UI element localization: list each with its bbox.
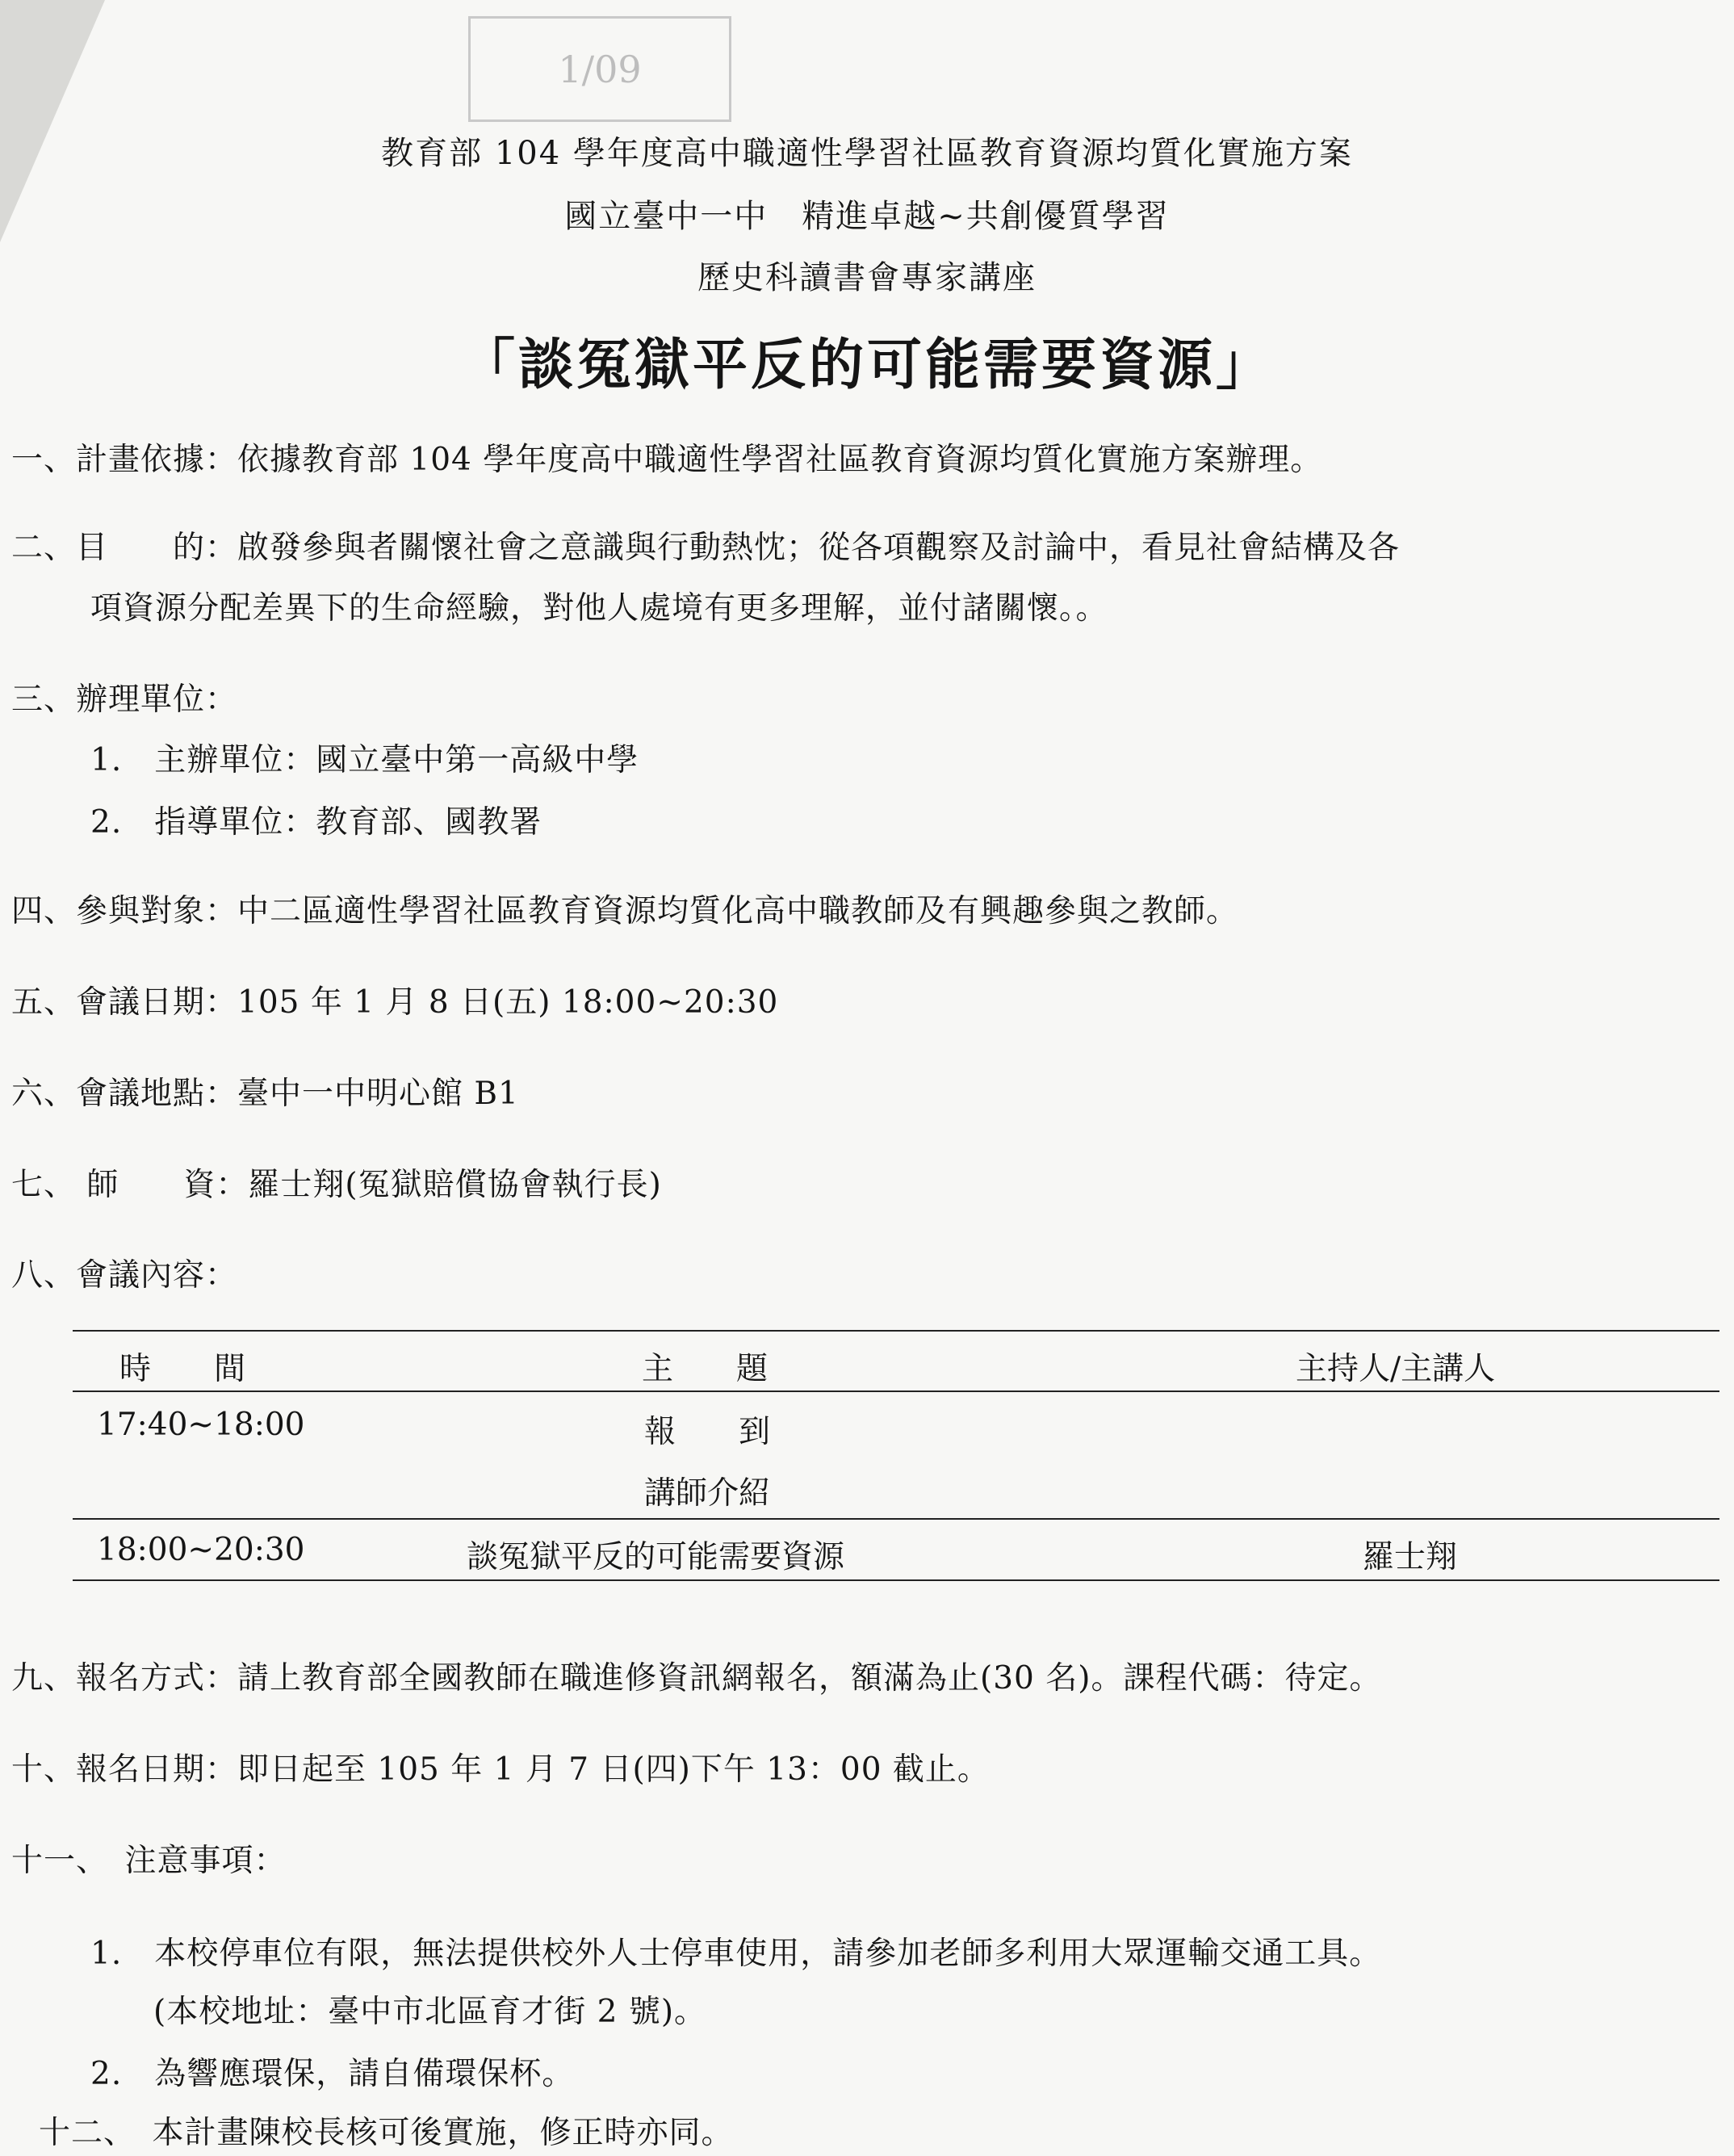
note-2-cup: 2. 為響應環保，請自備環保杯。 (90, 2056, 575, 2092)
organizer-supervisor: 2. 指導單位：教育部、國教署 (90, 804, 542, 841)
section-1-basis: 一、計畫依據：依據教育部 104 學年度高中職適性學習社區教育資源均質化實施方案辦理。 (11, 442, 1323, 478)
section-10-deadline: 十、報名日期：即日起至 105 年 1 月 7 日(四)下午 13：00 截止。 (11, 1751, 990, 1788)
table-header-host: 主持人/主講人 (1296, 1351, 1496, 1387)
note-1-parking: 1. 本校停車位有限，無法提供校外人士停車使用，請參加老師多利用大眾運輸交通工具。 (90, 1936, 1382, 1972)
section-9-registration: 九、報名方式：請上教育部全國教師在職進修資訊網報名，額滿為止(30 名)。課程代碼：待定。 (11, 1660, 1382, 1697)
table-row-1-time: 17:40~18:00 (97, 1407, 305, 1443)
header-line-1: 教育部 104 學年度高中職適性學習社區教育資源均質化實施方案 (381, 135, 1353, 172)
section-4-participants: 四、參與對象：中二區適性學習社區教育資源均質化高中職教師及有興趣參與之教師。 (11, 893, 1239, 929)
section-2-purpose-cont: 項資源分配差異下的生命經驗，對他人處境有更多理解，並付諸關懷。。 (90, 590, 1108, 627)
section-3-organizers: 三、辦理單位： (11, 682, 238, 718)
header-line-2: 國立臺中一中 精進卓越~共創優質學習 (564, 198, 1170, 235)
header-line-3: 歷史科讀書會專家講座 (697, 259, 1037, 296)
section-6-location: 六、會議地點：臺中一中明心館 B1 (11, 1076, 519, 1112)
section-8-agenda: 八、會議內容： (11, 1257, 238, 1294)
table-top-rule (73, 1330, 1719, 1332)
note-1-address: (本校地址：臺中市北區育才街 2 號)。 (153, 1994, 707, 2030)
table-header-rule (73, 1390, 1719, 1392)
section-2-purpose: 二、目 的：啟發參與者關懷社會之意識與行動熱忱；從各項觀察及討論中，看見社會結構及各 (11, 530, 1401, 566)
received-stamp: 1/09 (468, 16, 731, 122)
document-title: 「談冤獄平反的可能需要資源」 (459, 333, 1274, 397)
organizer-host: 1. 主辦單位：國立臺中第一高級中學 (90, 742, 639, 778)
table-row-2-host: 羅士翔 (1363, 1539, 1458, 1575)
table-header-time: 時 間 (119, 1351, 246, 1387)
table-row-2-time: 18:00~20:30 (97, 1532, 305, 1568)
table-row-1-topic: 報 到 (644, 1414, 771, 1450)
section-12-approval: 十二、 本計畫陳校長核可後實施，修正時亦同。 (39, 2115, 734, 2151)
section-5-date: 五、會議日期：105 年 1 月 8 日(五) 18:00~20:30 (11, 984, 779, 1021)
section-7-speaker: 七、 師 資：羅士翔(冤獄賠償協會執行長) (11, 1167, 662, 1203)
section-11-notes: 十一、 注意事項： (11, 1843, 287, 1879)
table-row-2-topic: 談冤獄平反的可能需要資源 (467, 1539, 845, 1575)
table-row-1-topic-2: 講師介紹 (644, 1475, 771, 1512)
table-row-rule (73, 1518, 1719, 1520)
table-bottom-rule (73, 1579, 1719, 1581)
table-header-topic: 主 題 (642, 1351, 769, 1387)
